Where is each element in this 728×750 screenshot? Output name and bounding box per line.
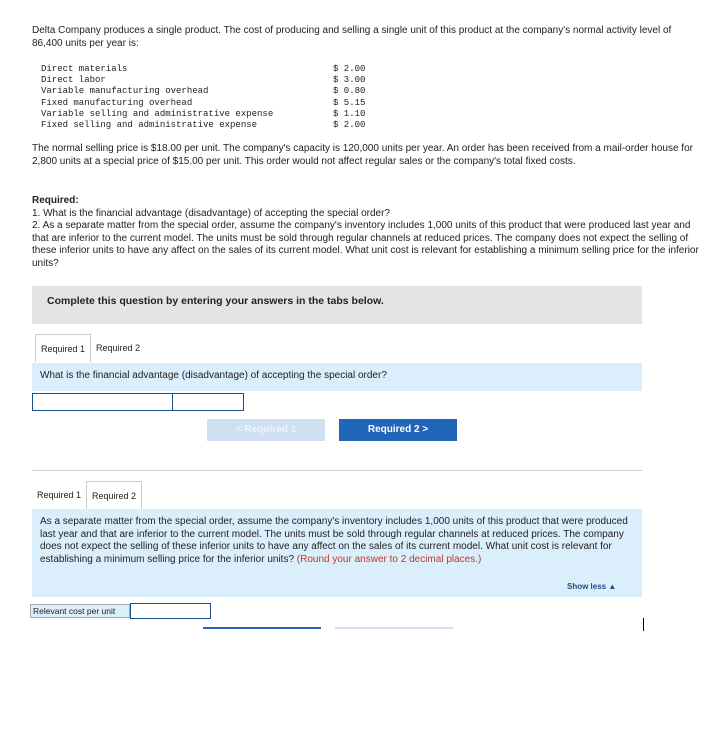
instruction-banner: Complete this question by entering your answers in the tabs below. [32, 286, 642, 324]
question-2-text: As a separate matter from the special order, assume the company's inventory includes 1,000 units of this product that were produced last year and that are inferior to the current model. The units must be sold through regular channels at reduced prices. The company does not expect the selling of these inferior units to have any affect on the sales of its current model. What unit cost is relevant for establishing a minimum selling price for the inferior units? [40, 516, 628, 565]
section-divider [32, 470, 642, 471]
tab-required-2[interactable]: Required 2 [86, 481, 142, 509]
relevant-cost-input[interactable] [130, 603, 211, 619]
question-1: What is the financial advantage (disadvantage) of accepting the special order? [32, 363, 642, 391]
problem-intro: Delta Company produces a single product. The cost of producing and selling a single unit of this product at the company's normal activity level of 86,400 units per year is: [32, 25, 672, 49]
text-cursor [643, 618, 644, 631]
tab-bar-top [35, 334, 145, 362]
cost-value: $ 0.80 [333, 86, 366, 97]
required-item-1: 1. What is the financial advantage (disadvantage) of accepting the special order? [32, 207, 390, 219]
cost-label: Fixed manufacturing overhead [41, 97, 193, 108]
cost-row [41, 98, 365, 109]
problem-paragraph: The normal selling price is $18.00 per unit. The company's capacity is 120,000 units per year. An order has been received from a mail-order house for 2,800 units at a special price of $15.00 per unit. This order would not affect regular sales or the company's total fixed costs. [32, 143, 693, 167]
required-item-2: 2. As a separate matter from the special order, assume the company's inventory includes 1,000 units of this product that were produced last year and that are inferior to the current model. The units must be sold through regular channels at reduced prices. The company does not expect the selling of these inferior units to have any affect on the sales of its current model. What unit cost is relevant for establishing a minimum selling price for the inferior units? [32, 220, 699, 269]
cost-label: Direct materials [41, 64, 128, 74]
nav-button-next-partial[interactable] [335, 627, 453, 629]
cost-label: Variable manufacturing overhead [41, 86, 209, 97]
cost-row [41, 109, 365, 120]
relevant-cost-label: Relevant cost per unit [30, 604, 130, 618]
next-required-button[interactable]: Required 2 > [339, 419, 457, 441]
rounding-note: (Round your answer to 2 decimal places.) [296, 553, 482, 565]
question-2 [32, 509, 642, 597]
answer-value-field[interactable] [173, 394, 243, 410]
cost-row [41, 120, 365, 131]
tab-required-2[interactable]: Required 2 [96, 343, 141, 353]
nav-button-prev-partial[interactable] [203, 627, 321, 629]
cost-label: Direct labor [41, 75, 106, 86]
required-heading: Required: [32, 195, 79, 206]
cost-table [41, 64, 365, 131]
tab-required-1[interactable]: Required 1 [35, 334, 91, 362]
cost-value: $ 1.10 [333, 108, 366, 119]
tab-required-1[interactable]: Required 1 [37, 490, 82, 500]
answer-label-field[interactable] [33, 394, 173, 410]
tab-bar-bottom [32, 481, 142, 509]
cost-label: Fixed selling and administrative expense [41, 120, 258, 131]
cost-value: $ 2.00 [333, 64, 366, 74]
cost-value: $ 2.00 [333, 120, 366, 131]
show-less-link[interactable]: Show less ▲ [567, 582, 617, 591]
cost-row [41, 75, 365, 86]
cost-label: Variable selling and administrative expense [41, 108, 274, 119]
cost-row [41, 86, 365, 97]
cost-value: $ 3.00 [333, 75, 366, 86]
required-section [32, 195, 702, 270]
prev-required-button[interactable]: < Required 1 [207, 419, 325, 441]
cost-row [41, 64, 365, 75]
cost-value: $ 5.15 [333, 97, 366, 108]
answer-row [32, 393, 244, 411]
